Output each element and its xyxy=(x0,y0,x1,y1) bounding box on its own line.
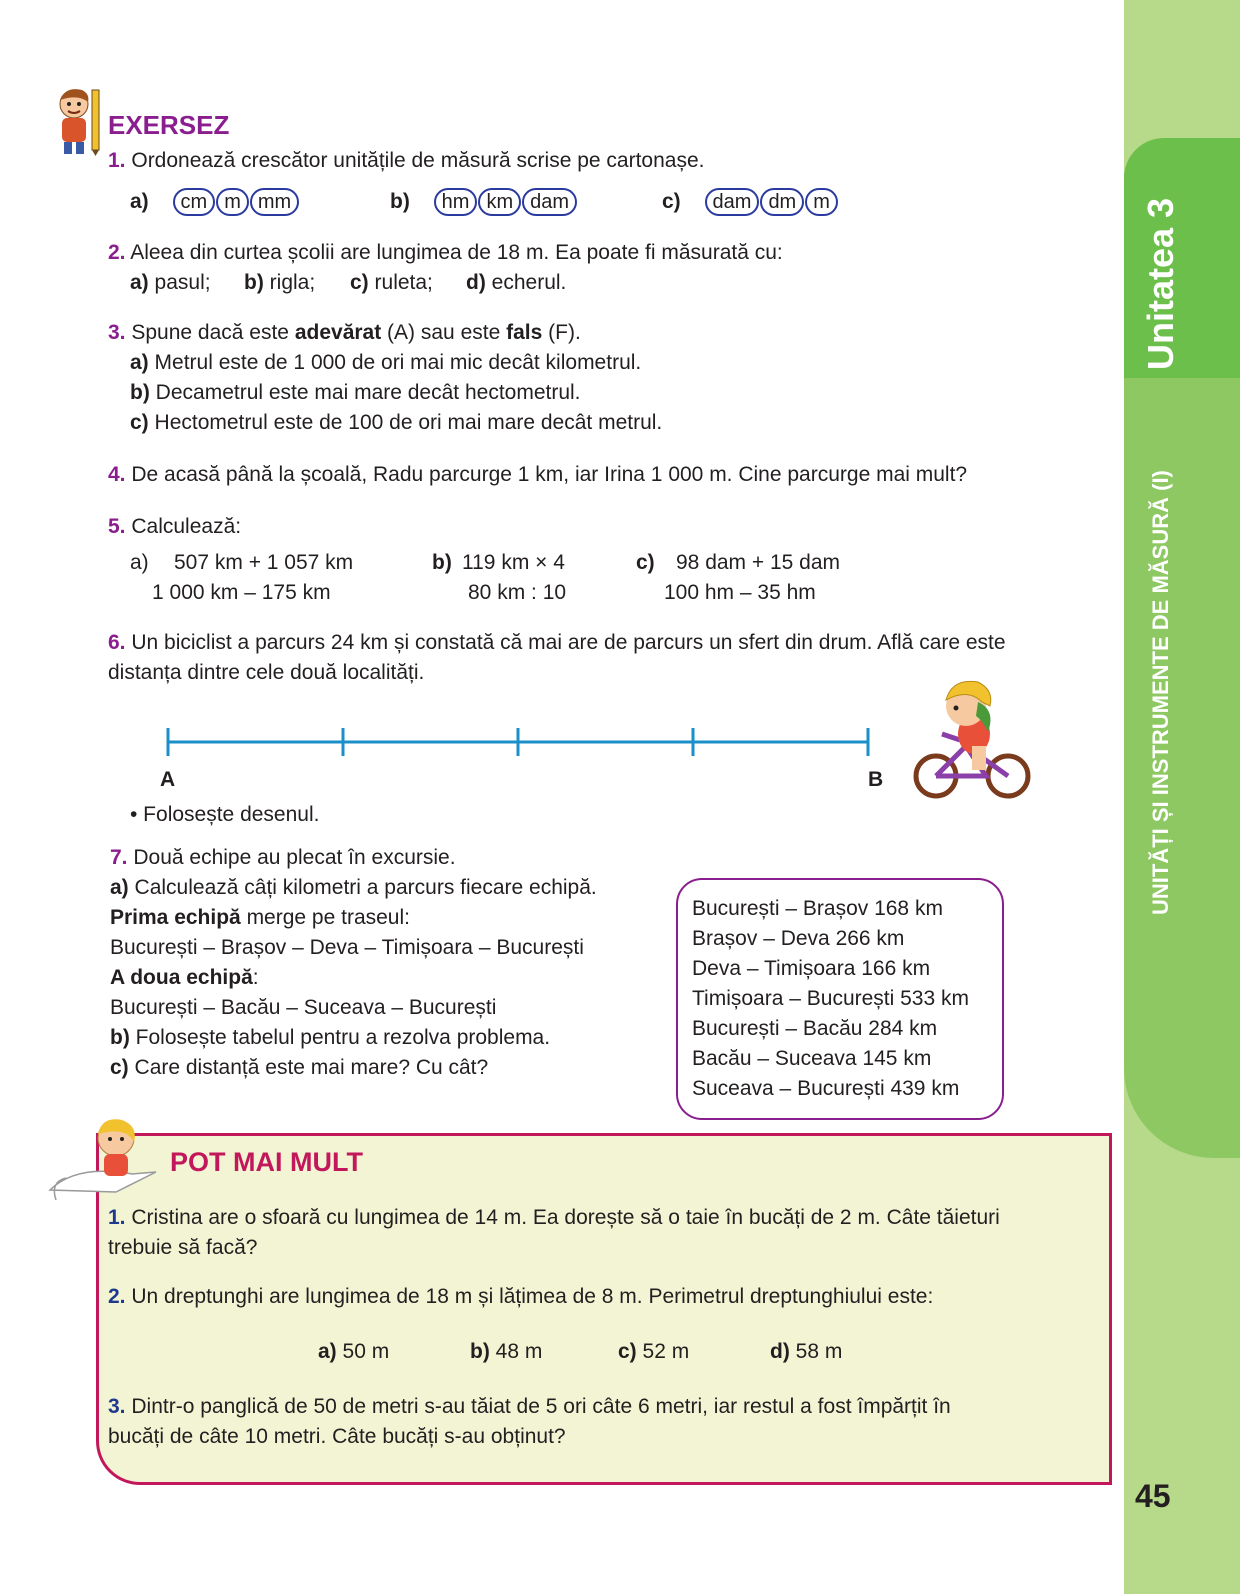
distance-row: Timișoara – București 533 km xyxy=(692,987,969,1010)
unit-chip: cm xyxy=(173,188,216,216)
q5-b-expr-1: 119 km × 4 xyxy=(462,551,565,574)
girl-on-paper-plane-illustration xyxy=(46,1112,166,1212)
q7-team-1-route: București – Brașov – Deva – Timișoara – București xyxy=(110,936,584,959)
distance-row: Deva – Timișoara 166 km xyxy=(692,957,931,980)
question-7: 7. Două echipe au plecat în excursie. xyxy=(110,846,456,869)
pot-mai-mult-heading: POT MAI MULT xyxy=(170,1147,363,1177)
distance-row: Suceava – București 439 km xyxy=(692,1077,960,1100)
distance-row: București – Bacău 284 km xyxy=(692,1017,938,1040)
question-2 xyxy=(108,238,783,268)
question-1 xyxy=(108,146,704,176)
unit-chip: m xyxy=(805,188,838,216)
question-6: 6. Un biciclist a parcurs 24 km și constată că mai are de parcurs un sfert din drum. Află care este xyxy=(108,631,1006,654)
challenge-2-option-a: a) 50 m xyxy=(318,1340,390,1363)
q2-option-b: b) rigla; xyxy=(244,271,316,294)
boy-with-pencil-illustration xyxy=(52,84,108,156)
chapter-label: UNITĂȚI ȘI INSTRUMENTE DE MĂSURĂ (I) xyxy=(1148,470,1173,915)
q3-item-a: a) Metrul este de 1 000 de ori mai mic decât kilometrul. xyxy=(130,351,642,374)
distance-row: Brașov – Deva 266 km xyxy=(692,927,905,950)
challenge-1-line-2: trebuie să facă? xyxy=(108,1236,258,1259)
cyclist-illustration xyxy=(912,676,1032,804)
unit-chip: m xyxy=(216,188,249,216)
exersez-heading: EXERSEZ xyxy=(108,110,230,140)
distance-row: București – Brașov 168 km xyxy=(692,897,943,920)
question-text: Aleea din curtea școlii are lungimea de 18 m. Ea poate fi măsurată cu: xyxy=(130,241,783,264)
q5-a-expr-1: 507 km + 1 057 km xyxy=(174,551,354,574)
challenge-3: 3. Dintr-o panglică de 50 de metri s-au tăiat de 5 ori câte 6 metri, iar restul a fost împărțit în xyxy=(108,1395,951,1418)
q5-a-expr-2: 1 000 km – 175 km xyxy=(152,581,331,604)
q2-option-a: a) pasul; xyxy=(130,271,211,294)
distance-table xyxy=(676,878,1004,1120)
unit-label: Unitatea 3 xyxy=(1140,197,1181,370)
side-chapter-panel xyxy=(1124,378,1240,1158)
challenge-2-option-c: c) 52 m xyxy=(618,1340,690,1363)
q7-team-2: A doua echipă: xyxy=(110,966,259,989)
question-text: Ordonează crescător unitățile de măsură scrise pe cartonașe. xyxy=(131,149,705,172)
challenge-2: 2. Un dreptunghi are lungimea de 18 m și lățimea de 8 m. Perimetrul dreptunghiului este: xyxy=(108,1285,934,1308)
q7-team-2-route: București – Bacău – Suceava – București xyxy=(110,996,497,1019)
question-number: 1. xyxy=(108,149,126,172)
point-a-label: A xyxy=(160,768,176,791)
unit-chip: km xyxy=(478,188,521,216)
question-4: 4. De acasă până la școală, Radu parcurge 1 km, iar Irina 1 000 m. Cine parcurge mai mult? xyxy=(108,463,968,486)
q7-team-1: Prima echipă merge pe traseul: xyxy=(110,906,410,929)
q2-option-c: c) ruleta; xyxy=(350,271,433,294)
q5-b-label: b) xyxy=(432,551,452,574)
option-label: c) xyxy=(662,190,681,213)
challenge-1: 1. Cristina are o sfoară cu lungimea de 14 m. Ea dorește să o taie în bucăți de 2 m. Câte tăieturi xyxy=(108,1206,1000,1229)
q3-item-c: c) Hectometrul este de 100 de ori mai mare decât metrul. xyxy=(130,411,663,434)
q7-item-c: c) Care distanță este mai mare? Cu cât? xyxy=(110,1056,489,1079)
unit-chip: dam xyxy=(522,188,577,216)
unit-chip: dam xyxy=(705,188,760,216)
q6-hint: • Folosește desenul. xyxy=(130,803,320,826)
q5-c-expr-1: 98 dam + 15 dam xyxy=(676,551,841,574)
q5-c-expr-2: 100 hm – 35 hm xyxy=(664,581,816,604)
q5-a-label: a) xyxy=(130,551,149,574)
question-6-line-2: distanța dintre cele două localități. xyxy=(108,661,425,684)
q5-c-label: c) xyxy=(636,551,655,574)
point-b-label: B xyxy=(868,768,884,791)
q3-item-b: b) Decametrul este mai mare decât hectometrul. xyxy=(130,381,581,404)
chip-group-c xyxy=(662,188,839,216)
chip-group-b xyxy=(390,188,578,216)
challenge-3-line-2: bucăți de câte 10 metri. Câte bucăți s-au obținut? xyxy=(108,1425,566,1448)
option-label: a) xyxy=(130,190,149,213)
page-number: 45 xyxy=(1135,1478,1171,1514)
question-3: 3. Spune dacă este adevărat (A) sau este fals (F). xyxy=(108,321,581,344)
chip-group-a xyxy=(130,188,300,216)
q2-option-d: d) echerul. xyxy=(466,271,567,294)
unit-chip: mm xyxy=(250,188,299,216)
unit-chip: dm xyxy=(760,188,804,216)
challenge-2-option-d: d) 58 m xyxy=(770,1340,843,1363)
unit-chip: hm xyxy=(434,188,478,216)
question-number: 2. xyxy=(108,241,126,264)
distance-row: Bacău – Suceava 145 km xyxy=(692,1047,932,1070)
q7-item-a: a) Calculează câți kilometri a parcurs fiecare echipă. xyxy=(110,876,597,899)
option-label: b) xyxy=(390,190,410,213)
challenge-2-option-b: b) 48 m xyxy=(470,1340,543,1363)
q5-b-expr-2: 80 km : 10 xyxy=(468,581,567,604)
question-5: 5. Calculează: xyxy=(108,515,242,538)
q7-item-b: b) Folosește tabelul pentru a rezolva problema. xyxy=(110,1026,551,1049)
segment-diagram xyxy=(150,720,890,780)
